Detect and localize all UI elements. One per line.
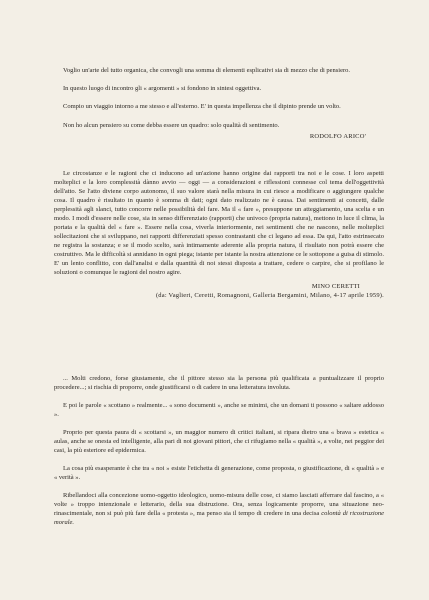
source-citation: (da: Vaglieri, Ceretti, Romagnoni, Galleria Bergamini, Milano, 4-17 aprile 1959).	[155, 292, 384, 299]
statement-arico	[54, 66, 384, 141]
italic-phrase: colontà di ricostruzione morale.	[54, 510, 385, 526]
paragraph-text: Ribellandoci alla concezione uomo-oggetto ideologico, uomo-misura delle cose, ci siamo lasciati afferrare dal fascino, a « volte » troppo intenzionale e letterario, della sua distruzione. Ora, senza logicamente proporre, una situazione neo-rinascimentale, non si può più fare della « protesta », ma penso sia il tempo di credere in una decisa	[54, 492, 384, 517]
paragraph: ... Molti credono, forse giustamente, che il pittore stesso sia la persona più qualificata a puntualizzare il proprio procedere...; si rischia di proporre, onde giustificarsi o di cadere in una letteratura involuta.	[54, 375, 384, 391]
paragraph: La cosa più esasperante è che tra « noi » esiste l'etichetta di generazione, come proposta, o giustificazione, di « qualità » e « verità ».	[54, 465, 384, 481]
paragraph: Proprio per questa paura di « scottarsi », un maggior numero di critici italiani, si ripara dietro una « brava » estetica « aulas, anche se onesta ed intelligente, alla pari di noi giovani pittori, che ci rifugiamo nella « qualità », a volte, nei peggior dei casi, la più esteriore ed epidermica.	[54, 429, 384, 454]
paragraph: Non ho alcun pensiero su come debba essere un quadro: solo qualità di sentimento.	[63, 122, 280, 129]
statement-third	[54, 374, 384, 527]
paragraph: In questo luogo di incontro gli « argomenti » si fondono in sintesi oggettiva.	[63, 85, 262, 92]
signature-arico: RODOLFO ARICO'	[309, 133, 366, 140]
signature-ceretti: MINO CERETTI	[311, 283, 360, 290]
paragraph: Voglio un'arte del tutto organica, che convogli una somma di elementi esplicativi sia di mezzo che di pensiero.	[63, 67, 351, 74]
paragraph: Le circostanze e le ragioni che ci inducono ad un'azione hanno origine dai rapporti tra noi e le cose. I loro aspetti molteplici e la loro complessità dànno avvio — oggi — a considerazioni e riflessioni connesse col tema dell'oggettività dell'atto. Se l'atto diviene corpo autonomo, il suo valore starà nella misura in cui riesce a modificare o aggiungere qualche cosa. Il quadro è risultato in quanto è somma di dati; ogni dato realizzato ne è causa. Dai sentimenti ai concetti, dalle perplessità agli slanci, tutto concorre nelle possibilità del fare. Ma il « fare », presuppone un atteggiamento, una scelta e un modo. I modi d'essere nelle cose, sia in senso differenziato (rapporti) che univoco (propria natura), mettono in luce il clima, la portata e la qualità del « fare ». Essere nella cosa, viverla interiormente, nei sentimenti che ne nascono, nelle molteplici sollecitazioni che si sviluppano, nei rapporti differenziati spesso contrastanti che ci legano ad essa. Da qui, l'atto estrinsecato ne registra la sostanza; e se il modo scelto, sarà intimamente aderente alla propria natura, il risultato non potrà essere che costruttivo. Ma le difficoltà si annidano in ogni piega; istante per istante la nostra attenzione ce le sottopone a guisa di stimolo. E' un lento conflitto, con dall'analisi e dalla quantità di noi stessi disposta a trattare, cedere o carpire, che si profilano le soluzioni o comunque le ragioni del nostro agire.	[54, 170, 384, 276]
paragraph	[54, 491, 384, 527]
paragraph: Compio un viaggio intorno a me stesso e all'esterno. E' in questa impellenza che il dipinto prende un volto.	[63, 103, 341, 110]
paragraph: E poi le parole « scottano » realmente... « sono documenti », anche se minimi, che un domani ti possono « saltare addosso ».	[54, 402, 384, 418]
statement-ceretti	[54, 169, 384, 300]
